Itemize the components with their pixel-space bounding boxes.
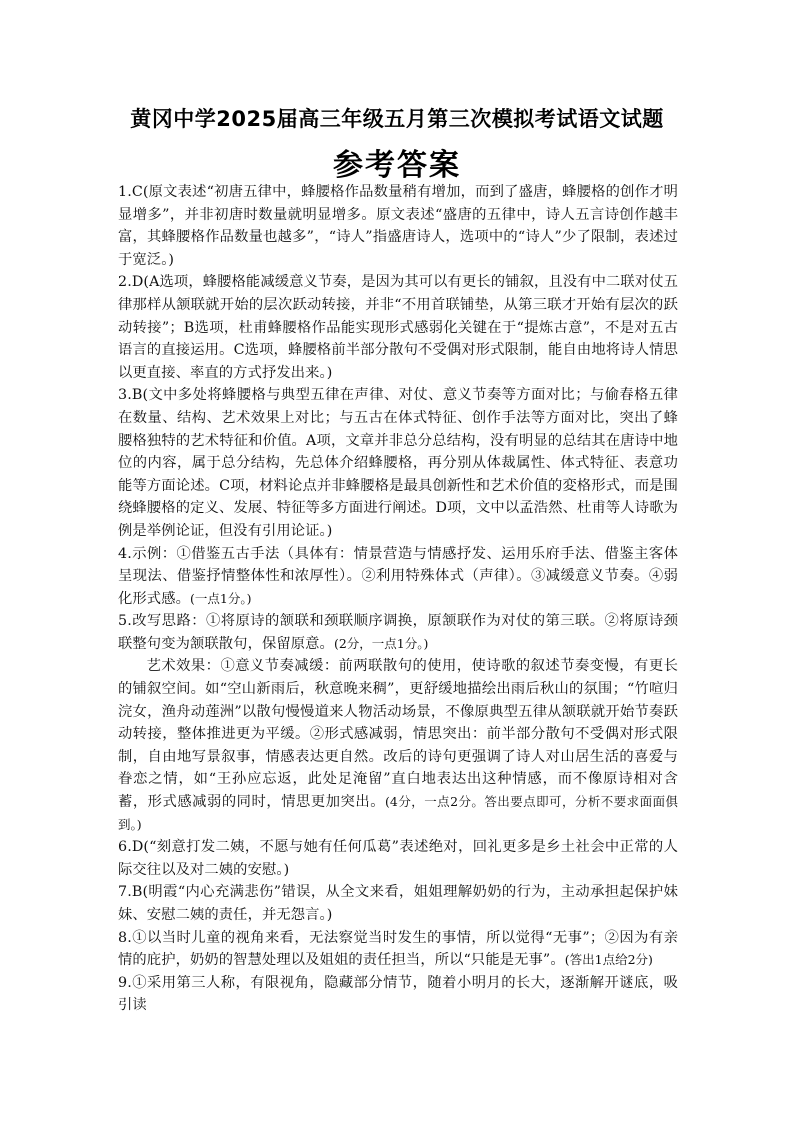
answer-item (118, 927, 678, 972)
answer-text: 8.①以当时儿童的视角来看，无法察觉当时发生的事情，所以觉得“无事”；②因为有亲情的庇护，奶奶的智慧处理以及姐姐的责任担当，所以“只能是无事”。 (118, 929, 678, 969)
answer-item (118, 881, 678, 926)
answer-item (118, 610, 678, 655)
answer-list (118, 181, 678, 1017)
answer-text: 2.D(A选项，蜂腰格能减缓意义节奏，是因为其可以有更长的铺叙，且没有中二联对仗五律那样从颔联就开始的层次跃动转接，并非“不用首联铺垫，从第三联才开始有层次的跃动转接”；B选项，杜甫蜂腰格作品能实现形式感弱化关键在于“提炼古意”，不是对五古语言的直接运用。C选项，蜂腰格前半部分散句不受偶对形式限制，能自由地将诗人情思以更直接、率直的方式抒发出来。) (118, 274, 678, 381)
document-title: 黄冈中学2025届高三年级五月第三次模拟考试语文试题 (130, 107, 664, 131)
answer-text: 6.D(“刻意打发二姨，不愿与她有任何瓜葛”表述绝对，回礼更多是乡土社会中正常的人际交往以及对二姨的安慰。) (118, 839, 678, 878)
answer-text: 5.改写思路：①将原诗的颔联和颈联顺序调换，原颔联作为对仗的第三联。②将原诗颈联整句变为颔联散句，保留原意。 (118, 613, 678, 652)
scoring-note: (答出1点给2分) (564, 952, 653, 968)
answer-text: 7.B(明霞“内心充满悲伤”错误，从全文来看，姐姐理解奶奶的行为，主动承担起保护妹妹、安慰二姨的责任，并无怨言。) (118, 884, 678, 923)
scoring-note: (一点1分。) (189, 590, 252, 606)
answer-item (118, 543, 678, 611)
answer-item (118, 271, 678, 384)
scoring-note: (2分，一点1分。) (333, 635, 429, 651)
scoring-note: (4分，一点2分。答出要点即可，分析不要求面面俱到。) (118, 794, 678, 832)
answer-text: 3.B(文中多处将蜂腰格与典型五律在声律、对仗、意义节奏等方面对比；与偷春格五律在数量、结构、艺术效果上对比；与五古在体式特征、创作手法等方面对比，突出了蜂腰格独特的艺术特征和价值。A项，文章并非总分总结构，没有明显的总结其在唐诗中地位的内容，属于总分结构，先总体介绍蜂腰格，再分别从体裁属性、体式特征、表意功能等方面论述。C项，材料论点并非蜂腰格是最具创新性和艺术价值的変格形式，而是围绕蜂腰格的定义、发展、特征等多方面进行阐述。D项，文中以孟浩然、杜甫等人诗歌为例是举例论证，但没有引用论证。) (118, 387, 678, 539)
answer-text: 1.C(原文表述“初唐五律中，蜂腰格作品数量稍有增加，而到了盛唐，蜂腰格的创作才明显增多”，并非初唐时数量就明显增多。原文表述“盛唐的五律中，诗人五言诗创作越丰富，其蜂腰格作品数量也越多”，“诗人”指盛唐诗人，选项中的“诗人”少了限制，表述过于宽泛。) (118, 184, 678, 268)
answer-item (118, 181, 678, 271)
answer-text: 艺术效果：①意义节奏减缓：前两联散句的使用，使诗歌的叙述节奏变慢，有更长的铺叙空间。如“空山新雨后，秋意晚来稠”，更舒缓地描绘出雨后秋山的氛围；“竹喧归浣女，渔舟动莲洲”以散句慢慢道来人物活动场景，不像原典型五律从颔联就开始节奏跃动转接，整体推进更为平缓。②形式感减弱，情思突出：前半部分散句不受偶对形式限制，自由地写景叙事，情感表达更自然。改后的诗句更强调了诗人对山居生活的喜爱与眷恋之情，如“王孙应忘返，此处足淹留”直白地表达出这种情感，而不像原诗相对含蓄，形式感减弱的同时，情思更加突出。 (118, 658, 678, 811)
answer-text: 4.示例：①借鉴五古手法（具体有：情景营造与情感抒发、运用乐府手法、借鉴主客体呈现法、借鉴抒情整体性和浓厚性）。②利用特殊体式（声律）。③减缓意义节奏。④弱化形式感。 (118, 545, 678, 607)
answer-item (118, 972, 678, 1017)
answer-item (118, 836, 678, 881)
document-subtitle: 参考答案 (333, 148, 461, 183)
answer-text: 9.①采用第三人称，有限视角，隐藏部分情节，随着小明月的长大，逐渐解开谜底，吸引读 (118, 974, 678, 1014)
answer-item (118, 384, 678, 542)
answer-item (118, 655, 678, 836)
